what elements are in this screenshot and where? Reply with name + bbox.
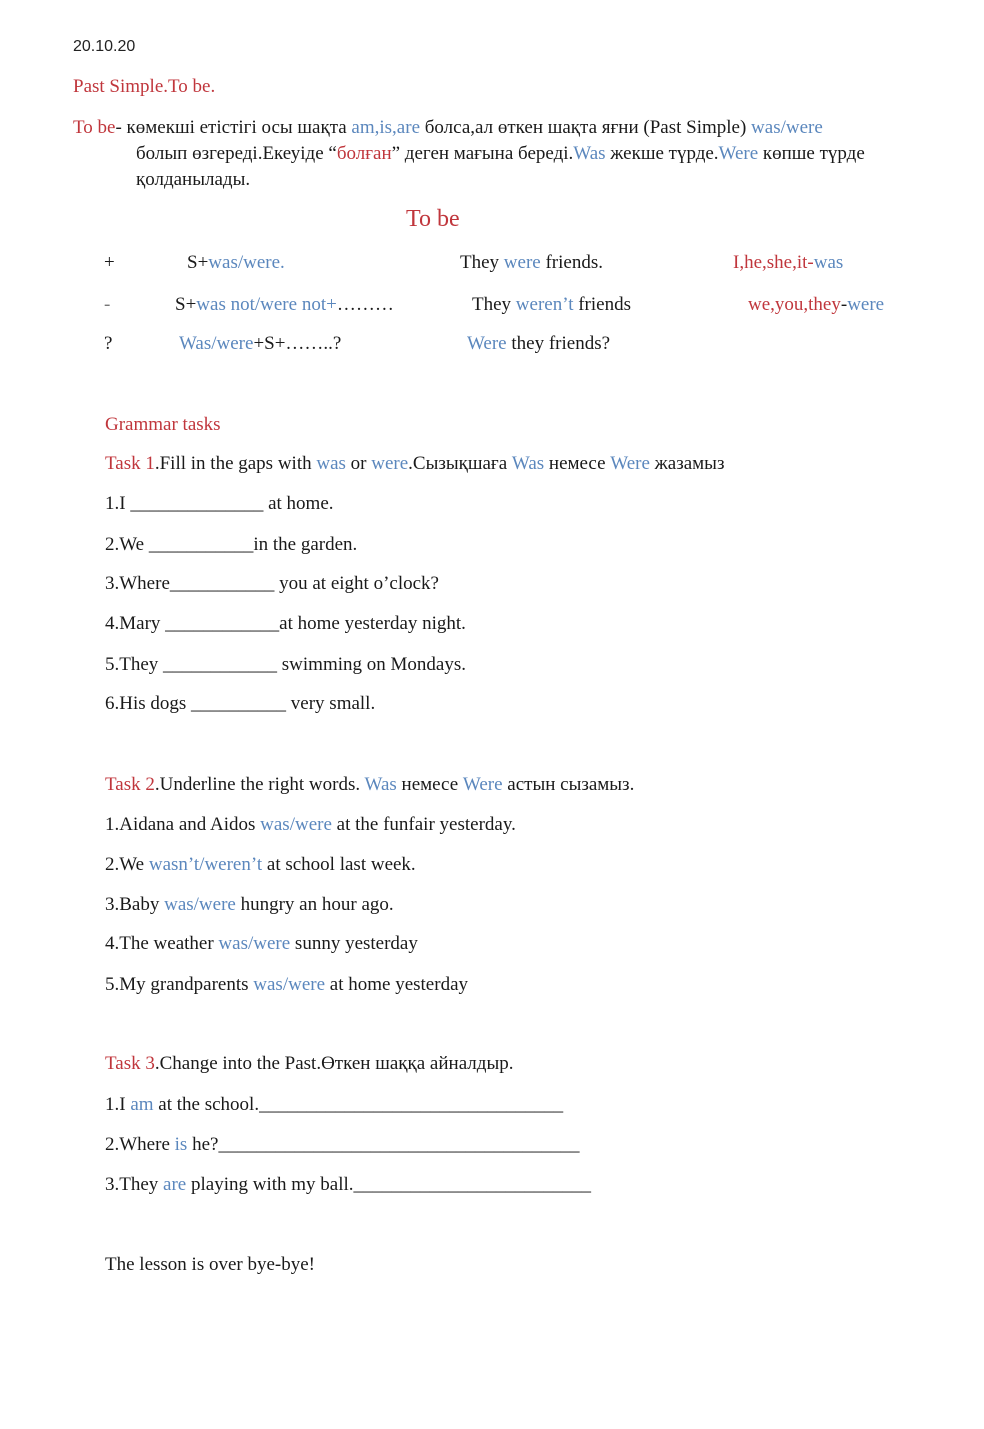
formula-question: Was/were+S+……..? xyxy=(179,333,342,354)
example-question: Were they friends? xyxy=(467,333,611,354)
task1-instruction: Task 1.Fill in the gaps with was or were.Сызықшаға Was немесе Were жазамыз xyxy=(105,453,725,474)
task1-item-6: 6.His dogs __________ very small. xyxy=(105,693,376,714)
task3-item-3: 3.They are playing with my ball._________________________ xyxy=(105,1174,592,1195)
sign-plus: + xyxy=(104,252,115,273)
task1-item-4: 4.Mary ____________at home yesterday night. xyxy=(105,613,466,634)
document-title: Past Simple.To be. xyxy=(73,76,216,97)
task2-instruction: Task 2.Underline the right words. Was немесе Were астын сызамыз. xyxy=(105,774,635,795)
present-forms: am,is,are xyxy=(351,117,420,138)
task1-item-1: 1.I ______________ at home. xyxy=(105,493,334,514)
example-affirmative: They were friends. xyxy=(460,252,603,273)
task3-item-1: 1.I am at the school.________________________________ xyxy=(105,1094,564,1115)
example-negative: They weren’t friends xyxy=(472,294,631,315)
tobe-heading: To be xyxy=(406,206,460,232)
past-forms: was/were xyxy=(751,117,823,138)
task2-item-2: 2.We wasn’t/weren’t at school last week. xyxy=(105,854,416,875)
task2-item-1: 1.Aidana and Aidos was/were at the funfair yesterday. xyxy=(105,814,516,835)
task2-item-5: 5.My grandparents was/were at home yesterday xyxy=(105,974,469,995)
task1-item-5: 5.They ____________ swimming on Mondays. xyxy=(105,654,466,675)
formula-affirmative: S+was/were. xyxy=(187,252,285,273)
task3-instruction: Task 3.Change into the Past.Өткен шаққа айналдыр. xyxy=(105,1053,514,1074)
rule-singular: I,he,she,it-was xyxy=(733,252,844,273)
intro-paragraph: To be- көмекші етістігі осы шақта am,is,are болса,ал өткен шақта яғни (Past Simple) was/were болып өзгереді.Екеуіде “болған” деген мағына береді.Was жекше түрде.Were көпше түрде қолданылады. xyxy=(73,117,865,190)
closing-line: The lesson is over bye-bye! xyxy=(105,1254,315,1275)
document-date: 20.10.20 xyxy=(73,38,136,55)
task1-item-3: 3.Where___________ you at eight o’clock? xyxy=(105,573,439,594)
task2-item-3: 3.Baby was/were hungry an hour ago. xyxy=(105,894,394,915)
task2-item-4: 4.The weather was/were sunny yesterday xyxy=(105,933,418,954)
task1-item-2: 2.We ___________in the garden. xyxy=(105,534,358,555)
grammar-tasks-heading: Grammar tasks xyxy=(105,414,221,435)
sign-minus: - xyxy=(104,294,111,315)
sign-question: ? xyxy=(104,333,113,354)
intro-lead: To be xyxy=(73,117,116,138)
formula-negative: S+was not/were not+……… xyxy=(175,294,394,315)
rule-plural: we,you,they-were xyxy=(748,294,885,315)
task3-item-2: 2.Where is he?______________________________________ xyxy=(105,1134,580,1155)
meaning-word: болған xyxy=(336,143,392,164)
